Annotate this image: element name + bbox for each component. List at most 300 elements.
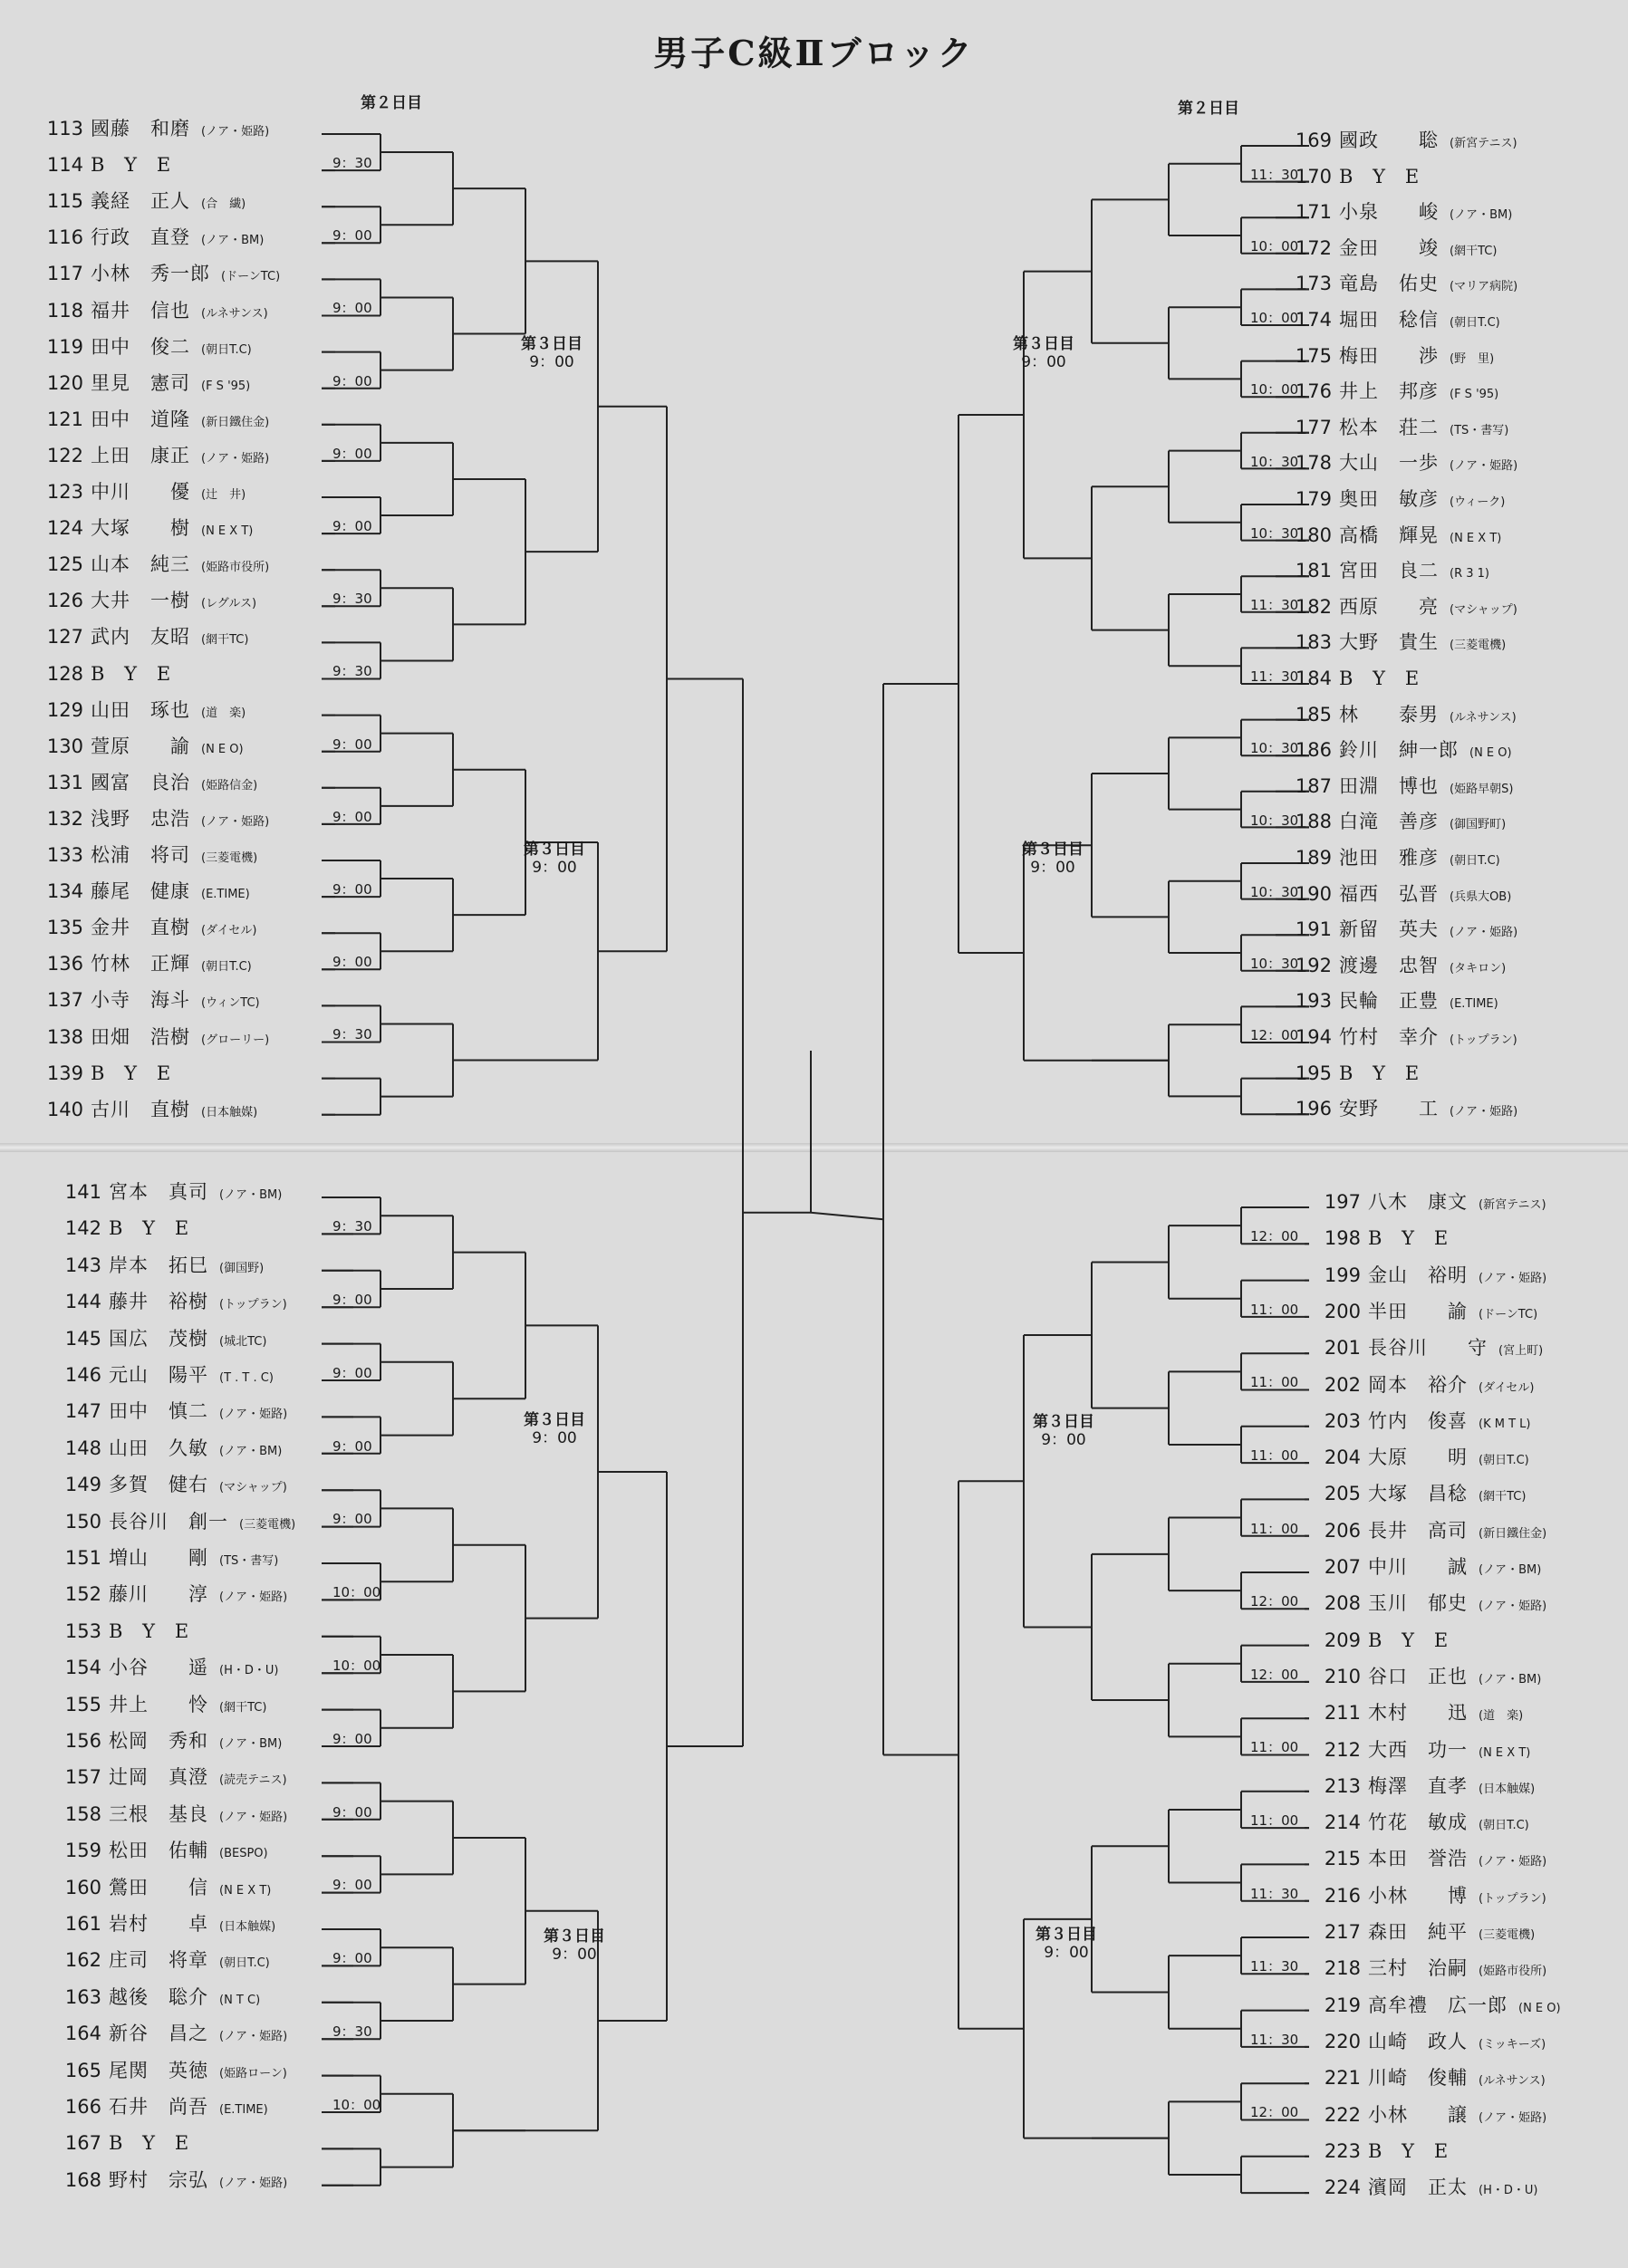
player-name: 行政 直登: [91, 226, 190, 249]
player-name: 高橋 輝晃: [1339, 524, 1439, 546]
player-seed: 215: [1324, 1848, 1361, 1870]
player-seed: 126: [46, 590, 83, 612]
player-name: 萱原 諭: [91, 735, 190, 757]
player-club: (城北TC): [219, 1334, 267, 1349]
player-club: (TS・書写): [1450, 423, 1509, 437]
day-title: 第３日目: [521, 335, 583, 353]
player-club: (E.TIME): [201, 888, 250, 902]
player-seed: 132: [46, 807, 83, 830]
player-name: 義経 正人: [91, 190, 190, 213]
player-name: 井上 怜: [109, 1693, 208, 1715]
player-entry: [54, 1285, 287, 1318]
player-club: (読売テニス): [219, 1773, 287, 1788]
player-entry: [1285, 447, 1517, 479]
player-club: (ノア・姫路): [219, 1590, 288, 1605]
player-seed: 148: [64, 1437, 101, 1459]
player-club: (三菱電機): [1450, 639, 1507, 653]
player-club: (兵県大OB): [1450, 889, 1512, 904]
player-club: (道 楽): [201, 706, 246, 720]
player-name: 武内 友昭: [91, 626, 190, 649]
match-time: 9：00: [332, 1437, 372, 1455]
player-seed: 183: [1295, 631, 1332, 654]
player-name: 越後 聡介: [109, 1985, 208, 2008]
player-club: (御国野): [219, 1261, 265, 1275]
match-time: 10：30: [1250, 883, 1299, 900]
player-club: (宮上町): [1498, 1344, 1544, 1359]
player-entry: [1314, 1441, 1529, 1474]
match-time: 11：30: [1250, 166, 1299, 183]
player-entry: [54, 1578, 287, 1610]
player-seed: 149: [64, 1474, 101, 1496]
player-club: (ノア・BM): [1479, 1672, 1542, 1687]
player-seed: 195: [1295, 1062, 1332, 1084]
player-club: (グローリー): [201, 1033, 270, 1047]
player-entry: [54, 1615, 208, 1648]
player-club: (タキロン): [1450, 961, 1507, 975]
player-club: (網干TC): [1479, 1490, 1527, 1504]
player-club: (ダイセル): [1479, 1380, 1535, 1395]
player-name: 尾関 英徳: [109, 2059, 208, 2081]
player-entry: [1285, 1057, 1439, 1090]
player-entry: [1285, 303, 1500, 336]
player-club: (トップラン): [219, 1298, 287, 1312]
player-club: (N E O): [1469, 746, 1512, 761]
player-seed: 137: [46, 989, 83, 1012]
player-club: (E.TIME): [1450, 997, 1498, 1012]
player-name: 小林 譲: [1368, 2103, 1468, 2126]
player-club: (新日鐵住金): [1479, 1526, 1547, 1541]
match-time: 9：30: [332, 591, 372, 608]
player-club: (朝日T.C): [219, 1956, 270, 1971]
player-club: (TS・書写): [219, 1554, 279, 1568]
player-name: 長谷川 創一: [109, 1510, 228, 1533]
player-club: (N E X T): [1479, 1745, 1531, 1760]
player-name: 山田 琢也: [91, 698, 190, 721]
player-name: 民輪 正豊: [1339, 990, 1439, 1013]
player-club: (野 里): [1450, 351, 1495, 366]
match-time: 10：00: [1250, 238, 1299, 255]
player-name: 里見 憲司: [91, 371, 190, 394]
player-seed: 199: [1324, 1264, 1361, 1286]
player-club: (ノア・BM): [219, 1737, 283, 1751]
player-name: 大井 一樹: [91, 590, 190, 612]
player-club: (N E X T): [219, 1883, 272, 1898]
player-seed: 156: [64, 1730, 101, 1752]
player-name: 上田 康正: [91, 444, 190, 466]
player-name: 西原 亮: [1339, 595, 1439, 618]
player-name: 半田 諭: [1368, 1300, 1468, 1322]
player-club: (ノア・姫路): [1450, 459, 1518, 474]
round-day-label: [1022, 841, 1084, 877]
day-title: 第３日目: [524, 841, 585, 859]
player-seed: 113: [46, 118, 83, 139]
player-seed: 176: [1295, 380, 1332, 403]
player-entry: [54, 1981, 260, 2013]
player-entry: [36, 1093, 257, 1126]
player-seed: 180: [1295, 524, 1332, 546]
player-entry: [36, 548, 269, 581]
player-seed: 166: [64, 2096, 101, 2118]
player-club: (ノア・姫路): [1450, 926, 1518, 940]
player-name: 濱岡 正太: [1368, 2177, 1468, 2199]
player-club: (ルネサンス): [201, 306, 268, 321]
match-time: 11：00: [1250, 1739, 1299, 1756]
player-entry: [54, 1468, 287, 1501]
day-time: 9：00: [1030, 859, 1075, 877]
player-club: (日本触媒): [201, 1105, 258, 1120]
match-time: 9：00: [332, 1511, 372, 1528]
player-entry: [54, 1432, 282, 1465]
match-time: 9：00: [332, 227, 372, 245]
player-entry: [36, 221, 264, 254]
player-entry: [54, 1505, 295, 1538]
player-club: (姫路市役所): [1479, 1965, 1547, 1979]
player-seed: 118: [46, 299, 83, 322]
player-club: (辻 井): [201, 488, 246, 502]
player-entry: [36, 476, 246, 508]
player-name: 林 泰男: [1339, 703, 1439, 726]
match-time: 11：30: [1250, 597, 1299, 613]
player-club: (N E O): [1518, 2001, 1561, 2015]
player-entry: [1314, 1624, 1468, 1657]
player-seed: 221: [1324, 2067, 1361, 2090]
player-seed: 133: [46, 844, 83, 866]
player-entry: [1314, 2025, 1546, 2058]
player-club: (道 楽): [1479, 1709, 1524, 1724]
match-time: 10：00: [332, 1658, 381, 1674]
player-club: (N T C): [219, 1993, 261, 2007]
player-name: 藤川 淳: [109, 1583, 208, 1606]
player-name: 堀田 稔信: [1339, 309, 1439, 331]
player-seed: 152: [64, 1583, 101, 1606]
player-entry: [54, 2164, 287, 2196]
player-club: (ノア・姫路): [219, 1810, 288, 1824]
player-name: BYE: [91, 1062, 191, 1084]
player-seed: 174: [1295, 309, 1332, 331]
player-entry: [1285, 554, 1489, 587]
player-entry: [54, 1359, 274, 1391]
player-seed: 123: [46, 481, 83, 503]
player-club: (レグルス): [201, 597, 257, 611]
player-name: 池田 雅彦: [1339, 847, 1439, 869]
player-club: (H・D・U): [219, 1664, 279, 1678]
player-entry: [54, 1725, 282, 1757]
player-entry: [54, 1176, 282, 1208]
player-entry: [1285, 698, 1517, 731]
day-title: 第２日目: [1178, 100, 1239, 118]
player-seed: 189: [1295, 847, 1332, 869]
player-name: 田中 慎二: [109, 1400, 208, 1423]
player-club: (ミッキーズ): [1479, 2037, 1546, 2052]
player-seed: 190: [1295, 882, 1332, 905]
match-time: 11：30: [1250, 668, 1299, 686]
player-seed: 153: [64, 1619, 101, 1642]
player-seed: 185: [1295, 703, 1332, 726]
player-name: 福西 弘晋: [1339, 882, 1439, 905]
player-club: (御国野町): [1450, 818, 1507, 832]
player-entry: [36, 839, 257, 871]
player-club: (朝日T.C): [1450, 316, 1500, 330]
match-time: 12：00: [1250, 1593, 1299, 1610]
player-name: 山田 久敏: [109, 1437, 208, 1459]
player-seed: 121: [46, 408, 83, 430]
player-entry: [36, 584, 256, 617]
player-club: (新宮テニス): [1450, 137, 1517, 150]
day-title: 第３日目: [1013, 335, 1074, 353]
player-entry: [36, 367, 250, 399]
player-name: 白滝 善彦: [1339, 811, 1439, 833]
player-seed: 224: [1324, 2177, 1361, 2199]
player-seed: 136: [46, 953, 83, 975]
player-seed: 125: [46, 553, 83, 576]
player-seed: 202: [1324, 1373, 1361, 1396]
match-time: 9：00: [332, 1292, 372, 1308]
player-entry: [1285, 805, 1506, 838]
player-name: 長谷川 守: [1368, 1337, 1488, 1360]
player-club: (三菱電機): [201, 851, 258, 865]
match-time: 12：00: [1250, 2104, 1299, 2121]
player-name: 竹林 正輝: [91, 953, 190, 975]
match-time: 9：00: [332, 1364, 372, 1381]
player-seed: 168: [64, 2168, 101, 2191]
player-entry: [54, 1249, 264, 1282]
player-name: 小谷 遥: [109, 1657, 208, 1679]
player-entry: [1285, 841, 1500, 874]
day-time: 9：00: [1044, 1944, 1089, 1962]
player-club: (朝日T.C): [1479, 1454, 1529, 1468]
player-entry: [1285, 1021, 1517, 1053]
player-entry: [36, 149, 190, 181]
player-name: BYE: [109, 1217, 209, 1240]
match-time: 12：00: [1250, 1027, 1299, 1044]
player-club: (ノア・BM): [219, 1444, 283, 1458]
player-seed: 177: [1295, 416, 1332, 438]
player-seed: 178: [1295, 452, 1332, 475]
player-entry: [1314, 1477, 1526, 1510]
player-name: 鶯田 信: [109, 1876, 208, 1898]
player-seed: 163: [64, 1985, 101, 2008]
player-entry: [1285, 483, 1505, 515]
player-name: 松岡 秀和: [109, 1730, 208, 1752]
player-name: 谷口 正也: [1368, 1665, 1468, 1687]
player-name: BYE: [109, 2132, 209, 2155]
player-entry: [1285, 913, 1517, 946]
player-club: (N E O): [201, 742, 244, 756]
match-time: 10：30: [1250, 740, 1299, 757]
player-entry: [1314, 1696, 1523, 1729]
player-entry: [1285, 196, 1512, 228]
day-time: 9：00: [1021, 353, 1066, 371]
player-club: (朝日T.C): [201, 342, 252, 357]
player-seed: 172: [1295, 236, 1332, 259]
player-seed: 217: [1324, 1921, 1361, 1943]
player-club: (姫路ローン): [219, 2066, 287, 2081]
player-seed: 220: [1324, 2030, 1361, 2052]
player-seed: 138: [46, 1025, 83, 1048]
player-seed: 193: [1295, 990, 1332, 1013]
player-entry: [36, 875, 250, 908]
player-name: 木村 迅: [1368, 1702, 1468, 1725]
match-time: 10：00: [332, 2096, 381, 2113]
match-time: 9：00: [332, 445, 372, 462]
player-seed: 151: [64, 1547, 101, 1569]
player-seed: 155: [64, 1693, 101, 1715]
round-day-label: [361, 94, 422, 112]
match-time: 11：00: [1250, 1520, 1299, 1537]
player-name: 玉川 郁史: [1368, 1592, 1468, 1615]
player-entry: [36, 984, 260, 1016]
day-title: 第３日目: [1033, 1413, 1094, 1431]
player-seed: 188: [1295, 811, 1332, 833]
player-club: (F S '95): [1450, 388, 1499, 402]
player-name: 松田 佑輔: [109, 1840, 208, 1862]
player-seed: 179: [1295, 488, 1332, 510]
player-name: 高牟禮 広一郎: [1368, 1994, 1508, 2016]
player-name: 井上 邦彦: [1339, 380, 1439, 403]
player-entry: [54, 1395, 287, 1427]
player-name: 宮田 良二: [1339, 560, 1439, 582]
player-name: 新谷 昌之: [109, 2023, 208, 2045]
player-seed: 115: [46, 190, 83, 213]
player-name: 梅澤 直孝: [1368, 1774, 1468, 1797]
player-club: (ダイセル): [201, 924, 257, 938]
player-seed: 171: [1295, 201, 1332, 224]
player-club: (K M T L): [1479, 1417, 1531, 1431]
player-entry: [1314, 1842, 1546, 1875]
player-seed: 162: [64, 1949, 101, 1972]
player-seed: 144: [64, 1291, 101, 1313]
player-seed: 122: [46, 444, 83, 466]
match-time: 10：30: [1250, 956, 1299, 972]
player-seed: 184: [1295, 668, 1332, 689]
day-title: 第３日目: [524, 1411, 585, 1429]
player-seed: 216: [1324, 1884, 1361, 1907]
player-entry: [1285, 591, 1517, 623]
player-seed: 203: [1324, 1409, 1361, 1432]
day-title: 第２日目: [361, 94, 422, 112]
round-day-label: [524, 1411, 585, 1447]
player-club: (ノア・姫路): [219, 2176, 288, 2190]
player-entry: [36, 439, 269, 472]
round-day-label: [521, 335, 583, 371]
player-seed: 127: [46, 626, 83, 649]
player-name: 田中 道隆: [91, 408, 190, 430]
player-club: (ノア・BM): [219, 1188, 283, 1202]
player-seed: 218: [1324, 1957, 1361, 1980]
player-name: 大塚 昌稔: [1368, 1483, 1468, 1505]
player-entry: [54, 2127, 208, 2159]
player-seed: 154: [64, 1657, 101, 1679]
player-entry: [54, 1908, 275, 1940]
player-club: (トップラン): [1479, 1891, 1546, 1906]
day-title: 第３日目: [1022, 841, 1084, 859]
player-seed: 210: [1324, 1665, 1361, 1687]
player-name: 庄司 将章: [109, 1949, 208, 1972]
player-name: BYE: [109, 1619, 209, 1642]
day-title: 第３日目: [544, 1927, 605, 1946]
player-name: 安野 工: [1339, 1098, 1439, 1120]
match-time: 10：30: [1250, 524, 1299, 542]
player-name: 中川 誠: [1368, 1556, 1468, 1578]
player-name: 奥田 敏彦: [1339, 488, 1439, 510]
player-entry: [54, 1871, 271, 1904]
player-name: 竹花 敏成: [1368, 1812, 1468, 1834]
match-time: 11：00: [1250, 1446, 1299, 1464]
player-seed: 204: [1324, 1446, 1361, 1469]
player-club: (ノア・姫路): [219, 2030, 288, 2044]
player-entry: [36, 802, 269, 835]
player-seed: 120: [46, 371, 83, 394]
player-entry: [1285, 340, 1494, 372]
player-club: (日本触媒): [219, 1920, 276, 1934]
round-day-label: [1033, 1413, 1094, 1449]
player-entry: [36, 512, 253, 544]
player-name: 三村 治嗣: [1368, 1957, 1468, 1980]
player-entry: [54, 2054, 287, 2087]
match-time: 9：00: [332, 372, 372, 389]
player-entry: [54, 1944, 270, 1976]
match-time: 10：30: [1250, 812, 1299, 829]
day-time: 9：00: [552, 1946, 597, 1964]
player-seed: 194: [1295, 1026, 1332, 1048]
player-club: (朝日T.C): [1479, 1819, 1529, 1833]
player-club: (ノア・姫路): [201, 451, 270, 466]
day-time: 9：00: [532, 1429, 577, 1447]
player-seed: 197: [1324, 1191, 1361, 1213]
match-time: 9：00: [332, 1877, 372, 1894]
player-club: (ノア・姫路): [201, 125, 270, 139]
player-name: 國富 良治: [91, 771, 190, 793]
player-seed: 192: [1295, 954, 1332, 976]
player-seed: 128: [46, 662, 83, 685]
player-name: BYE: [1368, 1227, 1469, 1250]
player-club: (マリア病院): [1450, 280, 1518, 294]
player-entry: [1314, 1222, 1468, 1254]
player-name: BYE: [1339, 165, 1440, 187]
match-time: 9：00: [332, 1950, 372, 1967]
player-entry: [36, 403, 269, 436]
player-seed: 129: [46, 698, 83, 721]
player-name: BYE: [1339, 668, 1440, 689]
match-time: 9：00: [332, 881, 372, 899]
player-entry: [1285, 124, 1517, 157]
round-day-label: [524, 841, 585, 877]
player-name: 金井 直樹: [91, 917, 190, 939]
player-name: BYE: [1368, 1629, 1469, 1651]
player-entry: [1314, 1916, 1535, 1948]
player-club: (ウィーク): [1450, 495, 1506, 509]
player-club: (マシャップ): [1450, 602, 1517, 617]
player-name: 岡本 裕介: [1368, 1373, 1468, 1396]
player-seed: 207: [1324, 1556, 1361, 1578]
player-seed: 191: [1295, 918, 1332, 941]
match-time: 9：00: [332, 1803, 372, 1821]
player-name: 本田 誉浩: [1368, 1848, 1468, 1870]
match-time: 9：00: [332, 735, 372, 753]
match-time: 9：00: [332, 518, 372, 535]
player-seed: 165: [64, 2059, 101, 2081]
player-seed: 219: [1324, 1994, 1361, 2016]
player-club: (R 3 1): [1450, 567, 1489, 581]
match-time: 11：30: [1250, 1885, 1299, 1902]
player-seed: 223: [1324, 2139, 1361, 2162]
player-name: 中川 優: [91, 481, 190, 503]
player-club: (BESPO): [219, 1847, 268, 1861]
player-seed: 130: [46, 735, 83, 757]
player-name: 新留 英夫: [1339, 918, 1439, 941]
player-name: 大野 貴生: [1339, 631, 1439, 654]
player-seed: 222: [1324, 2103, 1361, 2126]
